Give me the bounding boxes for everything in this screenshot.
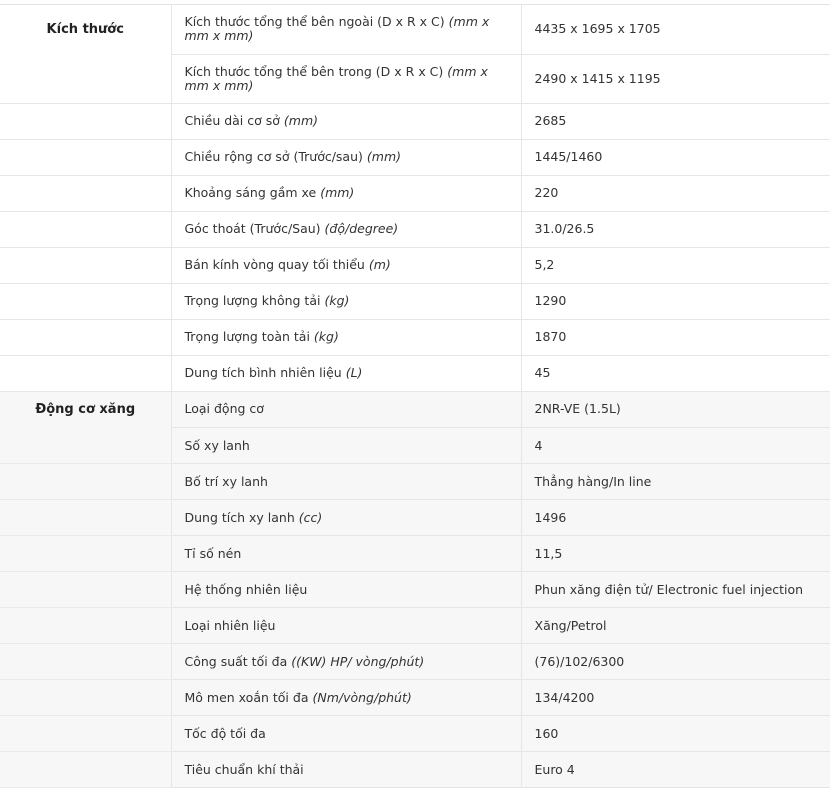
spec-row: [0, 319, 830, 355]
section-spacer-cell: [0, 319, 171, 355]
spec-label-cell: [171, 752, 521, 788]
spec-value: 1870: [521, 319, 830, 355]
spec-row: [0, 716, 830, 752]
spec-label: Dung tích bình nhiên liệu: [184, 365, 342, 380]
spec-unit: (mm): [320, 185, 355, 200]
spec-row: [0, 103, 830, 139]
spec-value: 45: [521, 355, 830, 391]
spec-label: Tốc độ tối đa: [184, 725, 266, 741]
spec-label-cell: [171, 139, 521, 175]
spec-value: 1445/1460: [521, 139, 830, 175]
spec-value: 4435 x 1695 x 1705: [521, 5, 830, 55]
spec-value: 1496: [521, 500, 830, 536]
spec-value: 160: [521, 716, 830, 752]
spec-label-cell: [171, 536, 521, 572]
spec-label: Bán kính vòng quay tối thiểu: [184, 257, 365, 272]
spec-value: 134/4200: [521, 680, 830, 716]
spec-value: Thẳng hàng/In line: [521, 464, 830, 500]
spec-label: Tiêu chuẩn khí thải: [184, 761, 304, 777]
spec-table: [0, 4, 830, 788]
spec-label-cell: [171, 680, 521, 716]
spec-label: Hệ thống nhiên liệu: [184, 581, 308, 597]
spec-value: Phun xăng điện tử/ Electronic fuel injection: [521, 572, 830, 608]
spec-label: Góc thoát (Trước/Sau): [184, 221, 321, 236]
spec-label: Trọng lượng không tải: [184, 293, 321, 308]
spec-label-cell: [171, 211, 521, 247]
spec-label: Tỉ số nén: [184, 545, 242, 561]
spec-label-cell: [171, 355, 521, 391]
spec-table-body: [0, 5, 830, 788]
spec-row: [0, 464, 830, 500]
spec-unit: (Nm/vòng/phút): [312, 689, 412, 705]
section-spacer-cell: [0, 247, 171, 283]
spec-label-cell: [171, 247, 521, 283]
spec-row: [0, 608, 830, 644]
spec-label-cell: [171, 428, 521, 464]
spec-row: [0, 54, 830, 103]
spec-row: [0, 139, 830, 175]
section-spacer-cell: [0, 680, 171, 716]
spec-label: Loại nhiên liệu: [184, 617, 276, 633]
section-spacer-cell: [0, 608, 171, 644]
spec-row: [0, 355, 830, 391]
spec-row: [0, 644, 830, 680]
spec-value: 2NR-VE (1.5L): [521, 391, 830, 428]
spec-label: Dung tích xy lanh: [184, 509, 295, 525]
section-spacer-cell: [0, 139, 171, 175]
spec-row: [0, 536, 830, 572]
spec-unit: (kg): [313, 329, 339, 344]
spec-label-cell: [171, 464, 521, 500]
spec-value: 220: [521, 175, 830, 211]
section-spacer-cell: [0, 536, 171, 572]
spec-label-cell: [171, 175, 521, 211]
spec-value: 4: [521, 428, 830, 464]
spec-label-cell: [171, 716, 521, 752]
section-spacer-cell: [0, 716, 171, 752]
spec-label-cell: [171, 644, 521, 680]
section-group-cell: [0, 5, 171, 55]
spec-row: [0, 752, 830, 788]
spec-label: Loại động cơ: [184, 401, 264, 417]
section-spacer-cell: [0, 500, 171, 536]
section-spacer-cell: [0, 103, 171, 139]
section-spacer-cell: [0, 175, 171, 211]
spec-label-cell: [171, 391, 521, 428]
spec-label-cell: [171, 54, 521, 103]
spec-label: Trọng lượng toàn tải: [184, 329, 310, 344]
section-spacer-cell: [0, 355, 171, 391]
spec-row: [0, 428, 830, 464]
section-title: Động cơ xăng: [35, 401, 136, 417]
spec-label: Mô men xoắn tối đa: [184, 689, 309, 705]
spec-unit: (mm): [283, 113, 318, 128]
spec-row: [0, 211, 830, 247]
spec-label-cell: [171, 572, 521, 608]
spec-label-cell: [171, 5, 521, 55]
section-title: Kích thước: [46, 22, 124, 37]
spec-label-cell: [171, 500, 521, 536]
spec-unit: (mm x mm x mm): [184, 14, 490, 44]
spec-value: (76)/102/6300: [521, 644, 830, 680]
spec-unit: (L): [345, 365, 363, 380]
spec-unit: (mm): [366, 149, 401, 164]
section-spacer-cell: [0, 644, 171, 680]
spec-label: Công suất tối đa: [184, 653, 288, 669]
spec-label: Chiều dài cơ sở: [184, 113, 280, 128]
spec-row: [0, 247, 830, 283]
spec-label-cell: [171, 283, 521, 319]
spec-unit: (m): [368, 257, 391, 272]
spec-unit: ((KW) HP/ vòng/phút): [291, 653, 425, 669]
spec-value: 1290: [521, 283, 830, 319]
section-spacer-cell: [0, 211, 171, 247]
section-spacer-cell: [0, 572, 171, 608]
spec-label: Khoảng sáng gầm xe: [184, 185, 317, 200]
spec-unit: (cc): [298, 509, 323, 525]
spec-row: [0, 391, 830, 428]
section-spacer-cell: [0, 54, 171, 103]
spec-value: Euro 4: [521, 752, 830, 788]
spec-label-cell: [171, 319, 521, 355]
spec-label-cell: [171, 103, 521, 139]
spec-value: Xăng/Petrol: [521, 608, 830, 644]
spec-label: Số xy lanh: [184, 437, 250, 453]
spec-unit: (mm x mm x mm): [184, 63, 488, 93]
spec-row: [0, 680, 830, 716]
spec-unit: (kg): [324, 293, 350, 308]
spec-row: [0, 572, 830, 608]
section-spacer-cell: [0, 752, 171, 788]
section-spacer-cell: [0, 283, 171, 319]
spec-label-cell: [171, 608, 521, 644]
section-spacer-cell: [0, 428, 171, 464]
spec-value: 2490 x 1415 x 1195: [521, 54, 830, 103]
spec-label: Kích thước tổng thể bên trong (D x R x C): [184, 63, 444, 79]
spec-value: 11,5: [521, 536, 830, 572]
section-group-cell: [0, 391, 171, 428]
spec-label: Bố trí xy lanh: [184, 473, 268, 489]
spec-row: [0, 283, 830, 319]
spec-label: Chiều rộng cơ sở (Trước/sau): [184, 149, 363, 164]
spec-label: Kích thước tổng thể bên ngoài (D x R x C): [184, 14, 445, 30]
section-spacer-cell: [0, 464, 171, 500]
spec-value: 5,2: [521, 247, 830, 283]
spec-unit: (độ/degree): [324, 221, 399, 236]
spec-row: [0, 500, 830, 536]
spec-value: 31.0/26.5: [521, 211, 830, 247]
spec-row: [0, 5, 830, 55]
spec-row: [0, 175, 830, 211]
spec-value: 2685: [521, 103, 830, 139]
